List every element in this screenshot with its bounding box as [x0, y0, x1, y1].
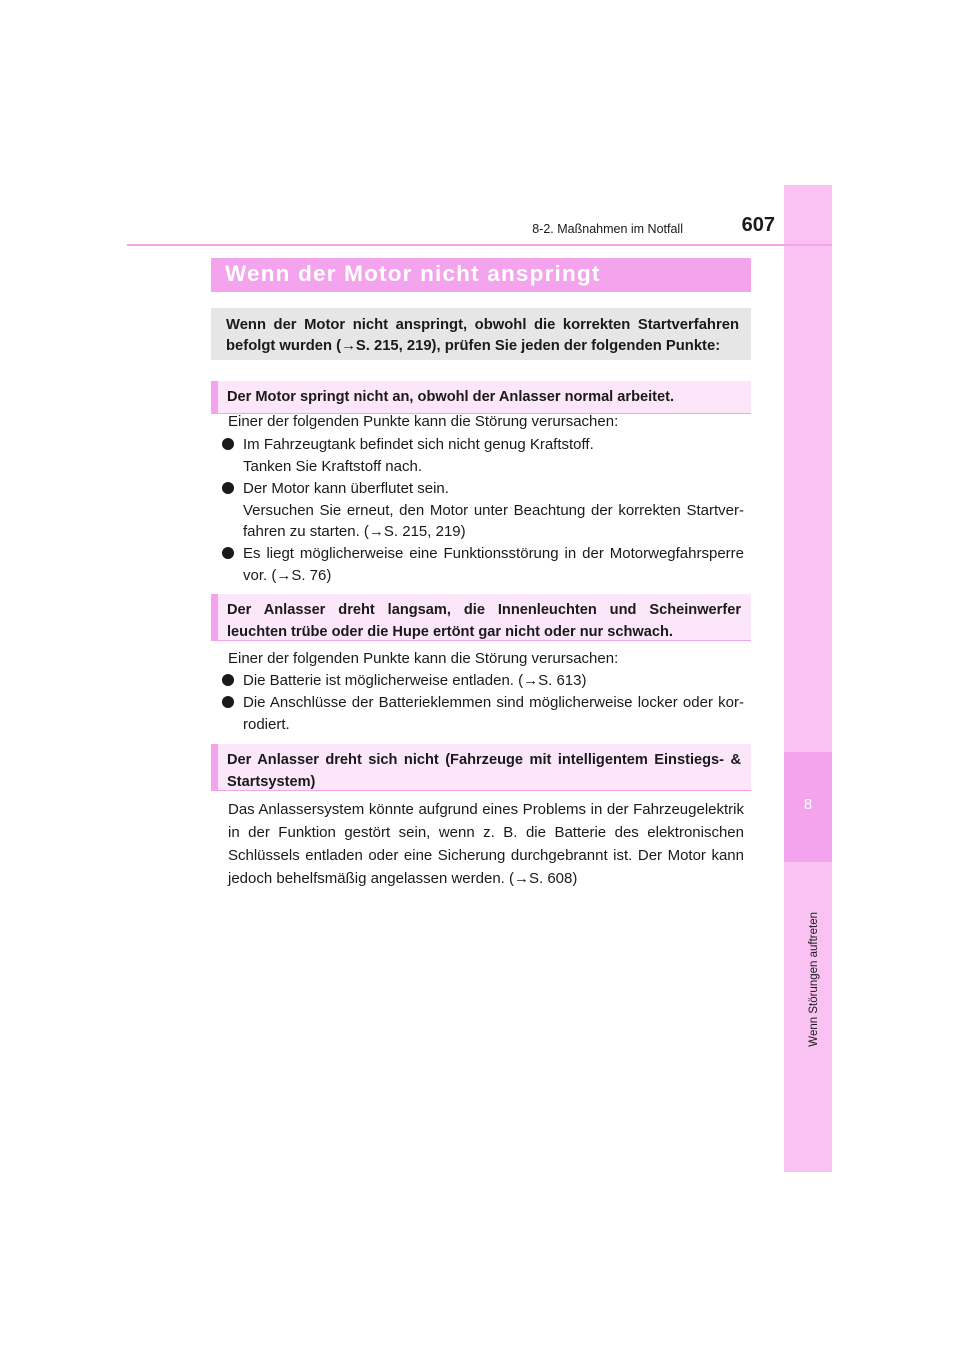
subheading-bar — [211, 744, 751, 791]
page-number: 607 — [741, 214, 775, 236]
header-divider — [127, 244, 832, 246]
list-item — [222, 434, 744, 477]
bullet-detail: Versuchen Sie erneut, den Motor unter Beachtung der korrekten Startver-fahren zu starten. (→S. 215, 219) — [243, 501, 744, 540]
bullet-detail: Tanken Sie Kraftstoff nach. — [243, 457, 422, 475]
subheading-text: Der Anlasser dreht sich nicht (Fahrzeuge mit intelligentem Einstiegs- & Startsystem) — [227, 752, 741, 790]
subheading-accent — [211, 381, 218, 413]
bullet-text: Die Anschlüsse der Batterieklemmen sind möglicherweise locker oder kor-rodiert. — [243, 694, 744, 733]
list-item — [222, 478, 744, 543]
bullet-text: Es liegt möglicherweise eine Funktionsstörung in der Motorwegfahrsperre vor. (→S. 76) — [243, 545, 744, 584]
subheading-text: Der Anlasser dreht langsam, die Innenleuchten und Scheinwerfer leuchten trübe oder die Hupe ertönt gar nicht oder nur schwach. — [227, 602, 741, 640]
intro-text: Wenn der Motor nicht anspringt, obwohl die korrekten Startverfahren befolgt wurden (→S. 215, 219), prüfen Sie jeden der folgenden Punkte: — [226, 317, 739, 354]
bullet-icon — [222, 547, 234, 559]
bullet-text: Im Fahrzeugtank befindet sich nicht genug Kraftstoff. — [243, 436, 594, 453]
bullet-icon — [222, 696, 234, 708]
subheading-bar — [211, 381, 751, 414]
list-item — [222, 543, 744, 586]
body-paragraph: Das Anlassersystem könnte aufgrund eines Problems in der Fahrzeugelektrik in der Funktion gestört sein, wenn z. B. die Batterie des elektronischen Schlüssels entladen oder eine Sicherung durchgebrannt ist. Der Motor kann jedoch behelfsmäßig angelassen werden. (→S. 608) — [228, 801, 744, 887]
list-item — [222, 692, 744, 735]
subheading-accent — [211, 744, 218, 790]
bullet-text: Die Batterie ist möglicherweise entladen. (→S. 613) — [243, 672, 587, 689]
bullet-icon — [222, 438, 234, 450]
chapter-title: Wenn Störungen auftreten — [808, 912, 820, 1047]
lead-text: Einer der folgenden Punkte kann die Störung verursachen: — [228, 413, 619, 430]
running-header-section: 8-2. Maßnahmen im Notfall — [532, 222, 683, 236]
lead-text: Einer der folgenden Punkte kann die Störung verursachen: — [228, 650, 619, 667]
subheading-bar — [211, 594, 751, 641]
bullet-text: Der Motor kann überflutet sein. — [243, 480, 449, 497]
list-item — [222, 670, 744, 692]
section-title-bar — [211, 258, 751, 292]
subheading-accent — [211, 594, 218, 640]
page-title: Wenn der Motor nicht anspringt — [225, 261, 601, 286]
subheading-text: Der Motor springt nicht an, obwohl der Anlasser normal arbeitet. — [227, 389, 675, 405]
bullet-icon — [222, 674, 234, 686]
chapter-number: 8 — [803, 796, 813, 813]
intro-box — [211, 308, 751, 360]
bullet-icon — [222, 482, 234, 494]
